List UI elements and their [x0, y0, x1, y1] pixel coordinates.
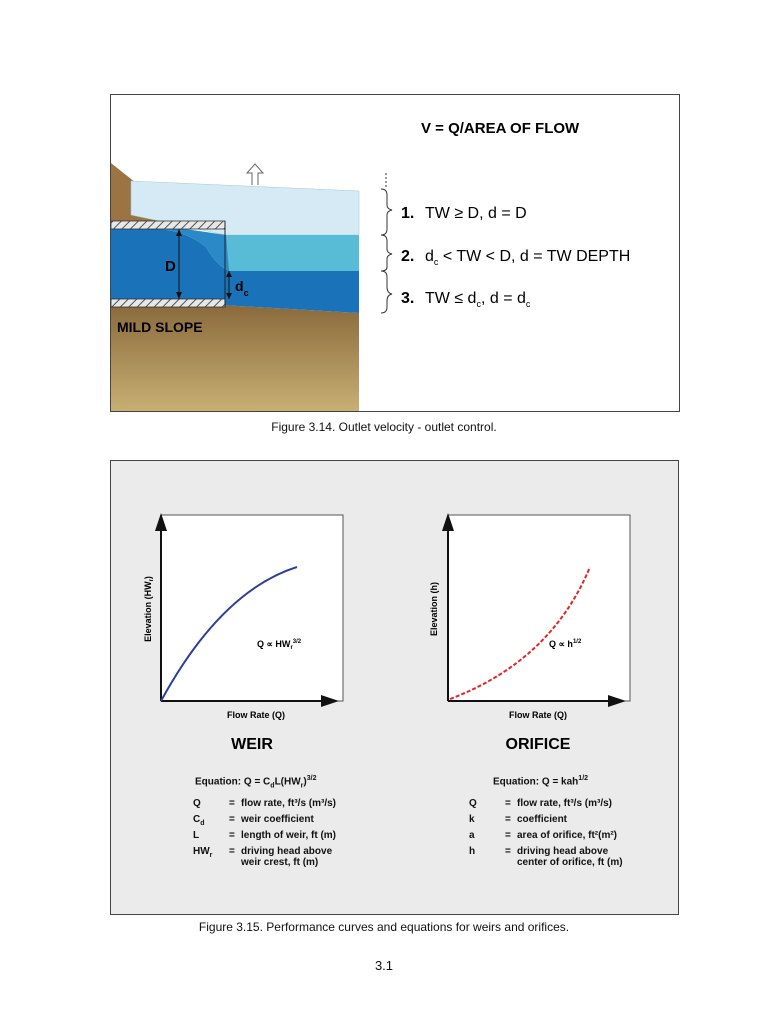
figure-title: V = Q/AREA OF FLOW — [421, 120, 580, 137]
svg-text:1.: 1. — [401, 205, 415, 222]
orifice-x-label: Flow Rate (Q) — [509, 710, 567, 720]
up-arrow-icon — [247, 164, 263, 185]
orifice-equation: Equation: Q = kah$^{1/2}$ — [493, 775, 589, 788]
slope-label: MILD SLOPE — [117, 319, 203, 335]
svg-text:2.: 2. — [401, 248, 415, 265]
outlet-velocity-diagram — [111, 95, 680, 412]
weir-equation: Equation: $Q = C_dL(HW_r)^{3/2}$ — [195, 775, 317, 790]
brace-1 — [381, 189, 392, 235]
list-item: L = length of weir, ft (m) — [193, 830, 336, 841]
mid-tailwater — [226, 235, 359, 271]
figure-3-15-caption: Figure 3.15. Performance curves and equations for weirs and orifices. — [198, 920, 570, 934]
list-item: Q = flow rate, ft³/s (m³/s) — [193, 798, 337, 809]
figure-outlet-velocity — [110, 94, 680, 412]
weir-x-label: Flow Rate (Q) — [227, 710, 285, 720]
svg-text:TW ≤ dc, d = dc: TW ≤ $d_c$, $d = d_c$ — [425, 290, 531, 309]
performance-curves — [111, 461, 679, 771]
svg-text:3.: 3. — [401, 290, 415, 307]
orifice-y-label: Elevation (h) — [429, 581, 439, 637]
culvert-bottom-wall — [111, 299, 225, 307]
condition-1 — [401, 205, 527, 222]
figure-weir-orifice — [110, 460, 679, 915]
list-item: Q = flow rate, ft³/s (m³/s) — [469, 798, 613, 809]
weir-plot — [143, 513, 343, 753]
culvert-top-wall — [111, 221, 225, 229]
label-D: D — [165, 258, 176, 275]
list-item: $C_d$ = weir coefficient — [193, 814, 314, 827]
weir-title: WEIR — [231, 736, 273, 753]
svg-text:TW ≥ D, d = D: TW ≥ D, d = D — [425, 205, 527, 222]
brace-2 — [381, 235, 392, 271]
condition-2 — [401, 248, 630, 267]
orifice-relation: $Q \propto h^{1/2}$ — [549, 639, 582, 649]
list-item: k = coefficient — [469, 814, 568, 825]
weir-y-label: Elevation $(HW_r)$ — [143, 576, 155, 642]
page-number: 3.1 — [374, 958, 394, 973]
figure-3-14-caption: Figure 3.14. Outlet velocity - outlet control. — [271, 420, 497, 434]
orifice-plot — [429, 513, 630, 753]
svg-text:dc < TW < D, d = TW DEPTH: $d_c$ < TW < D, d = TW DEPTH — [425, 248, 631, 267]
list-item: a = area of orifice, ft²(m²) — [469, 830, 618, 841]
list-item: $HW_r$ = driving head above weir crest, ft (m) — [193, 846, 333, 868]
orifice-title: ORIFICE — [505, 736, 571, 753]
condition-3 — [401, 290, 531, 309]
brace-3 — [381, 271, 392, 313]
list-item: h = driving head above center of orifice, ft (m) — [469, 846, 623, 868]
label-dc: $d_c$ — [235, 278, 249, 298]
weir-relation: $Q \propto HW_r^{3/2}$ — [257, 639, 302, 651]
